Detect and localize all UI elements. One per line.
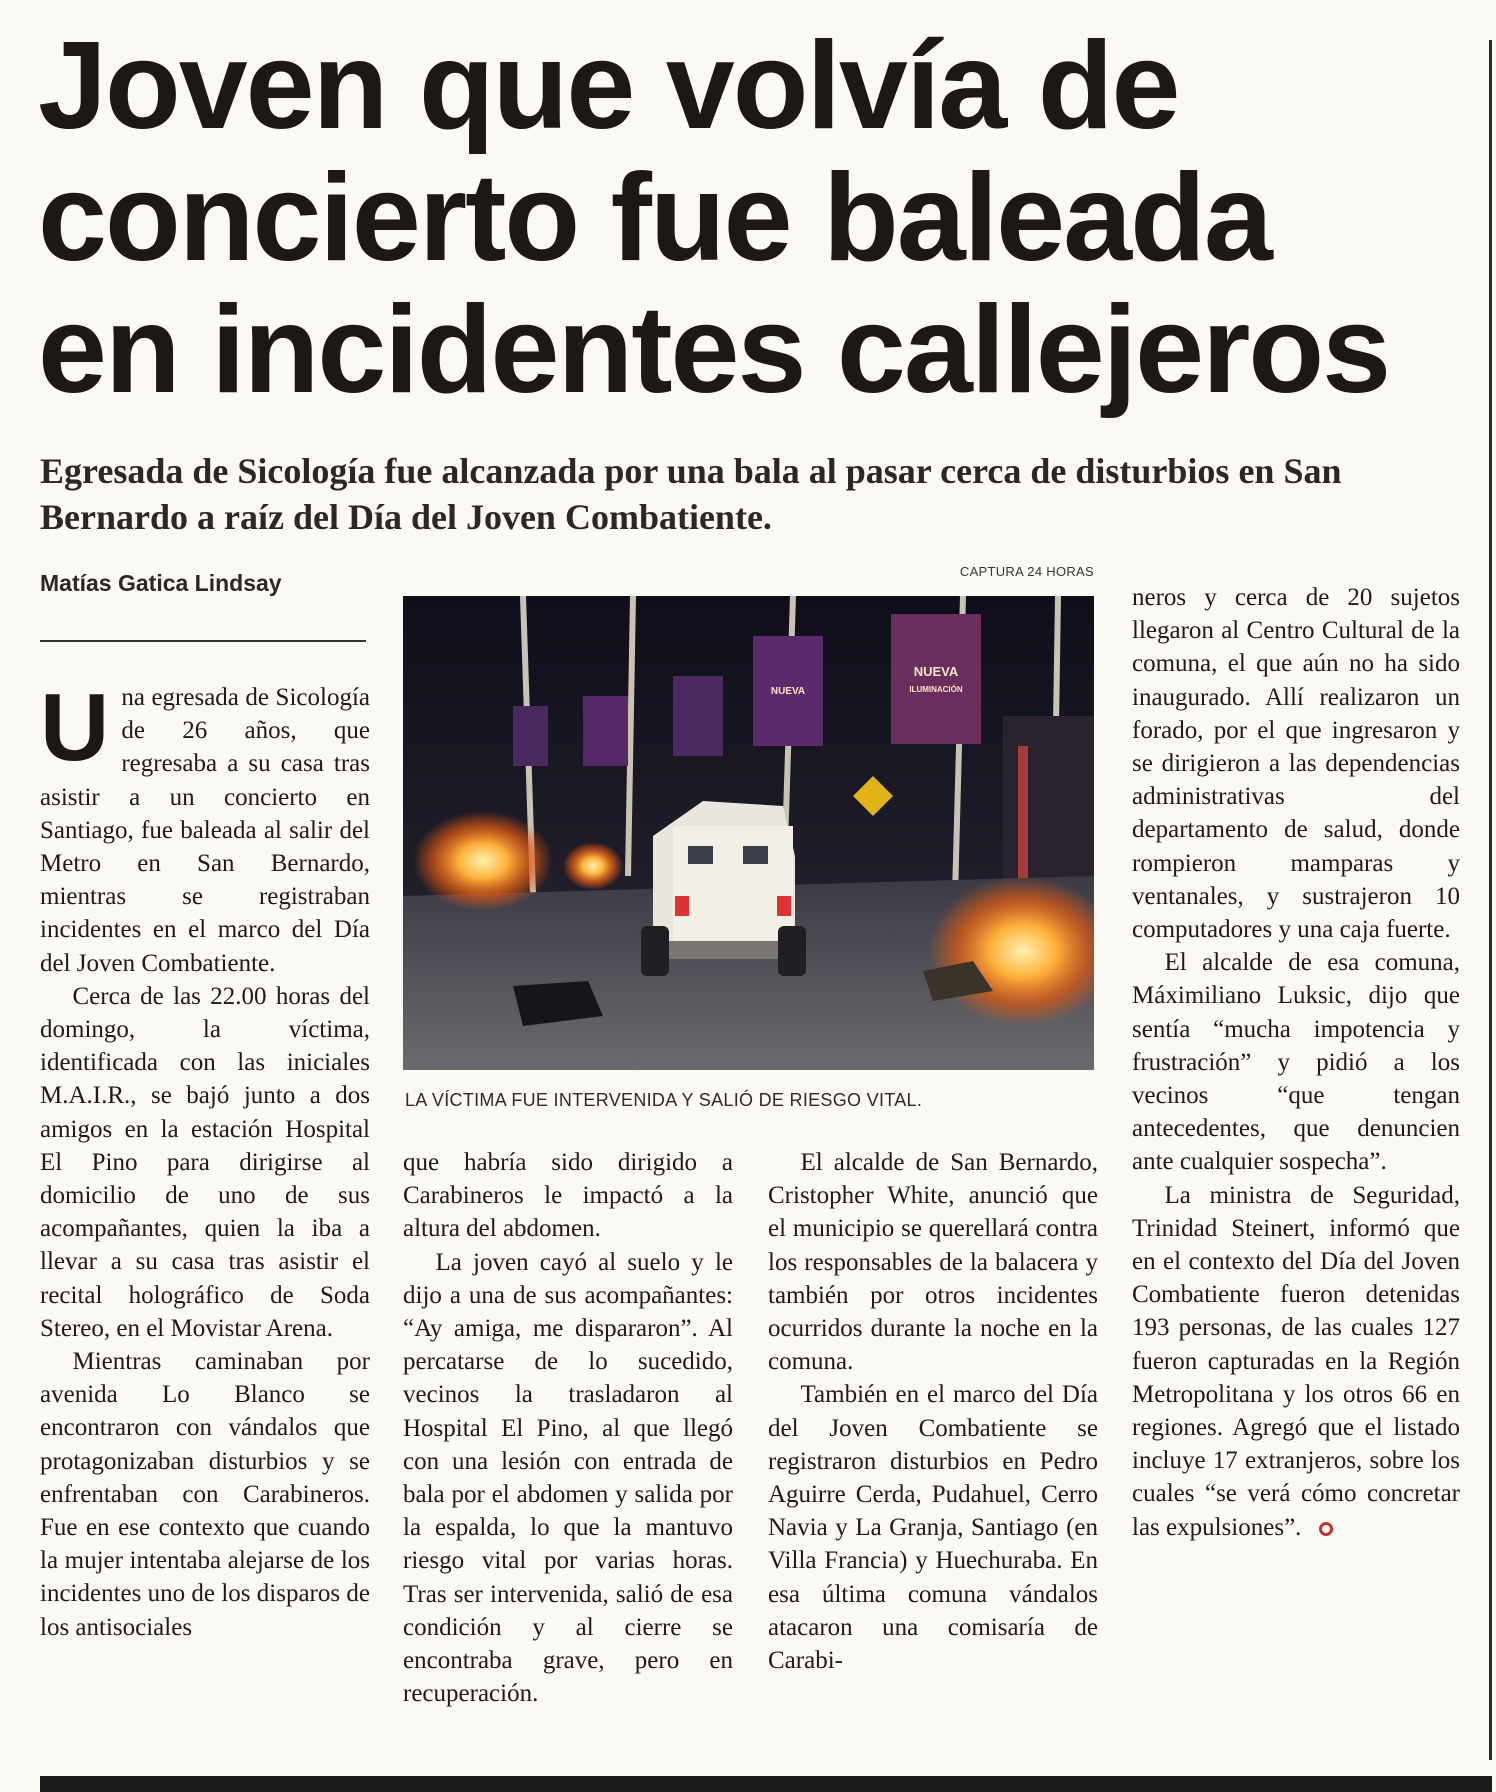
drop-cap: U	[40, 674, 110, 781]
paragraph: La joven cayó al suelo y le dijo a una de sus acompañantes: “Ay amiga, me dispararon”. Al percatarse de lo sucedido, vecinos la trasladaron al Hospital El Pino, al que llegó con una lesión con entrada de bala por el abdomen y salida por la espalda, lo que la mantuvo riesgo vital por varias horas. Tras ser intervenida, salió de esa condición y al cierre se encontraba grave, pero en recuperación.	[403, 1248, 733, 1708]
photo-credit: CAPTURA 24 HORAS	[959, 564, 1094, 579]
paragraph: También en el marco del Día del Joven Combatiente se registraron disturbios en Pedro Aguirre Cerda, Pudahuel, Cerro Navia y La Granja, Santiago (en Villa Francia) y Huechuraba. En esa última comuna vándalos atacaron una comisaría de Carabi-	[768, 1381, 1098, 1675]
headline-line: concierto fue baleada	[38, 149, 1271, 287]
end-of-article-icon	[1319, 1522, 1333, 1536]
paragraph-text: La ministra de Seguridad, Trinidad Steinert, informó que en el contexto del Día del Joven Combatiente fueron detenidas 193 personas, de las cuales 127 fueron capturadas en la Región Metropolitana y los otros 66 en regiones. Agregó que el listado incluye 17 extranjeros, sobre los cuales “se verá cómo concretar las expulsiones”.	[1132, 1181, 1460, 1541]
armored-vehicle	[641, 801, 806, 976]
headline-line: Joven que volvía de	[38, 17, 1179, 155]
byline-divider	[40, 640, 366, 642]
article-column-3	[768, 1146, 1098, 1677]
news-photo	[403, 596, 1094, 1070]
paragraph: Cerca de las 22.00 horas del domingo, la víctima, identificada con las iniciales M.A.I.R., se bajó junto a dos amigos en la estación Hospital El Pino para dirigirse al domicilio de uno de sus acompañantes, quien la iba a llevar a su casa tras asistir el recital holográfico de Soda Stereo, en el Movistar Arena.	[40, 982, 370, 1342]
paragraph: na egresada de Sicología de 26 años, que regresaba a su casa tras asistir a un concierto en Santiago, fue baleada al salir del Metro en San Bernardo, mientras se registraban incidentes en el marco del Día del Joven Combatiente.	[40, 684, 370, 977]
subheadline: Egresada de Sicología fue alcanzada por una bala al pasar cerca de disturbios en San Bernardo a raíz del Día del Joven Combatiente.	[40, 451, 1342, 537]
banner-text: NUEVA	[913, 664, 959, 679]
article-column-1	[40, 674, 370, 1644]
paragraph: Mientras caminaban por avenida Lo Blanco se encontraron con vándalos que protagonizaban disturbios y se enfrentaban con Carabineros. Fue en ese contexto que cuando la mujer intentaba alejarse de los incidentes uno de los disparos de los antisociales	[40, 1348, 370, 1641]
banner-text: ILUMINACIÓN	[909, 685, 963, 694]
banner-text: NUEVA	[770, 686, 806, 697]
paragraph: neros y cerca de 20 sujetos llegaron al Centro Cultural de la comuna, el que aún no ha sido inaugurado. Allí realizaron un forado, por el que ingresaron y se dirigieron a las dependencias administrativas del departamento de salud, donde rompieron mamparas y ventanales, y sustrajeron 10 computadores y una caja fuerte.	[1132, 584, 1460, 944]
headline-line: en incidentes callejeros	[38, 281, 1390, 419]
paragraph: que habría sido dirigido a Carabineros le impactó a la altura del abdomen.	[403, 1149, 733, 1243]
paragraph: El alcalde de San Bernardo, Cristopher White, anunció que el municipio se querellará contra los responsables de la balacera y también por otros incidentes ocurridos durante la noche en la comuna.	[768, 1149, 1098, 1376]
right-column-rule	[1489, 40, 1492, 1760]
headline	[38, 17, 1418, 419]
photo-caption: LA VÍCTIMA FUE INTERVENIDA Y SALIÓ DE RIESGO VITAL.	[405, 1090, 923, 1110]
bottom-rule	[40, 1776, 1492, 1792]
article-column-2	[403, 1146, 733, 1710]
byline: Matías Gatica Lindsay	[40, 570, 282, 596]
paragraph: El alcalde de esa comuna, Máximiliano Luksic, dijo que sentía “mucha impotencia y frustración” y pidió a los vecinos “que tengan antecedentes, que denuncien ante cualquier sospecha”.	[1132, 949, 1460, 1176]
paragraph	[1132, 1179, 1460, 1544]
article-column-4	[1132, 581, 1460, 1544]
